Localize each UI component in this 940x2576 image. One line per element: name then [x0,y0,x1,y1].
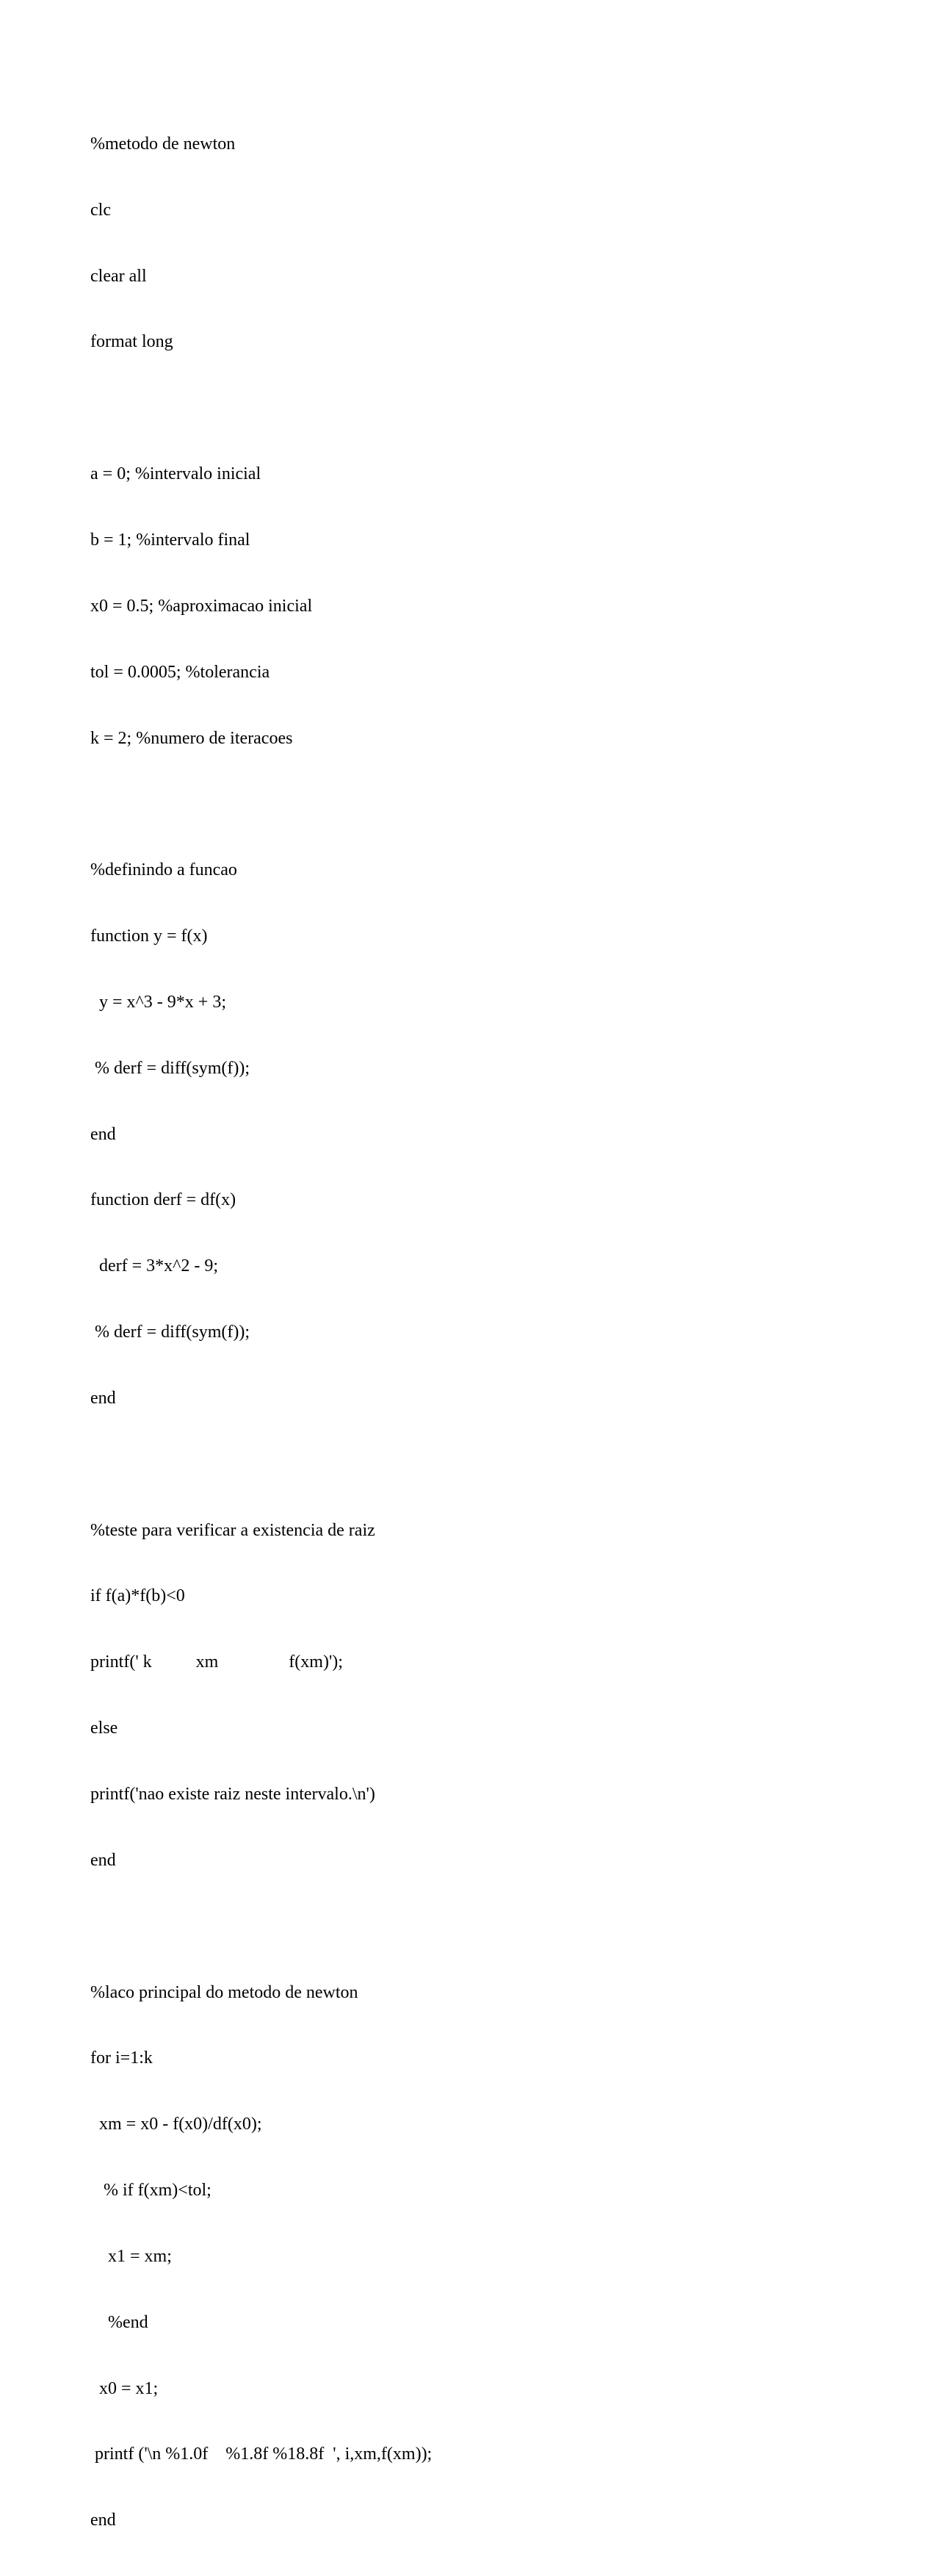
code-line: % if f(xm)<tol; [90,2181,212,2201]
code-line: %laco principal do metodo de newton [90,1982,358,2002]
code-line: if f(a)*f(b)<0 [90,1586,185,1606]
code-line: function derf = df(x) [90,1190,236,1210]
code-line [90,1454,861,1476]
code-line: k = 2; %numero de iteracoes [90,728,293,748]
code-line: % derf = diff(sym(f)); [90,1323,250,1342]
code-line: %teste para verificar a existencia de raiz [90,1520,375,1540]
code-line: clear all [90,266,147,286]
code-line: y = x^3 - 9*x + 3; [90,992,226,1012]
code-line: tol = 0.0005; %tolerancia [90,662,270,682]
code-line: printf(' k xm f(xm)'); [90,1652,343,1672]
code-line: %end [90,2312,148,2332]
code-line: printf ('\n %1.0f %1.8f %18.8f ', i,xm,f(xm)); [90,2444,433,2464]
code-line: end [90,1388,116,1408]
code-line: % derf = diff(sym(f)); [90,1058,250,1078]
code-line: end [90,1124,116,1144]
code-line: end [90,1850,116,1870]
code-line: x1 = xm; [90,2246,172,2266]
code-line [90,794,861,816]
code-line: end [90,2511,116,2530]
code-line: for i=1:k [90,2048,153,2068]
code-line: x0 = x1; [90,2378,159,2398]
code-line: %definindo a funcao [90,860,237,880]
code-line: a = 0; %intervalo inicial [90,464,261,484]
code-line: clc [90,200,111,220]
code-listing [90,90,861,2576]
code-line: x0 = 0.5; %aproximacao inicial [90,596,313,616]
code-line: format long [90,332,173,352]
code-line: xm = x0 - f(x0)/df(x0); [90,2115,262,2134]
code-line [90,1916,861,1938]
code-line: b = 1; %intervalo final [90,530,250,550]
code-line [90,397,861,420]
code-line: %metodo de newton [90,134,236,154]
code-line: function y = f(x) [90,927,208,946]
code-line: printf('nao existe raiz neste intervalo.\n') [90,1785,375,1804]
code-line: derf = 3*x^2 - 9; [90,1256,219,1276]
code-line: else [90,1719,118,1738]
